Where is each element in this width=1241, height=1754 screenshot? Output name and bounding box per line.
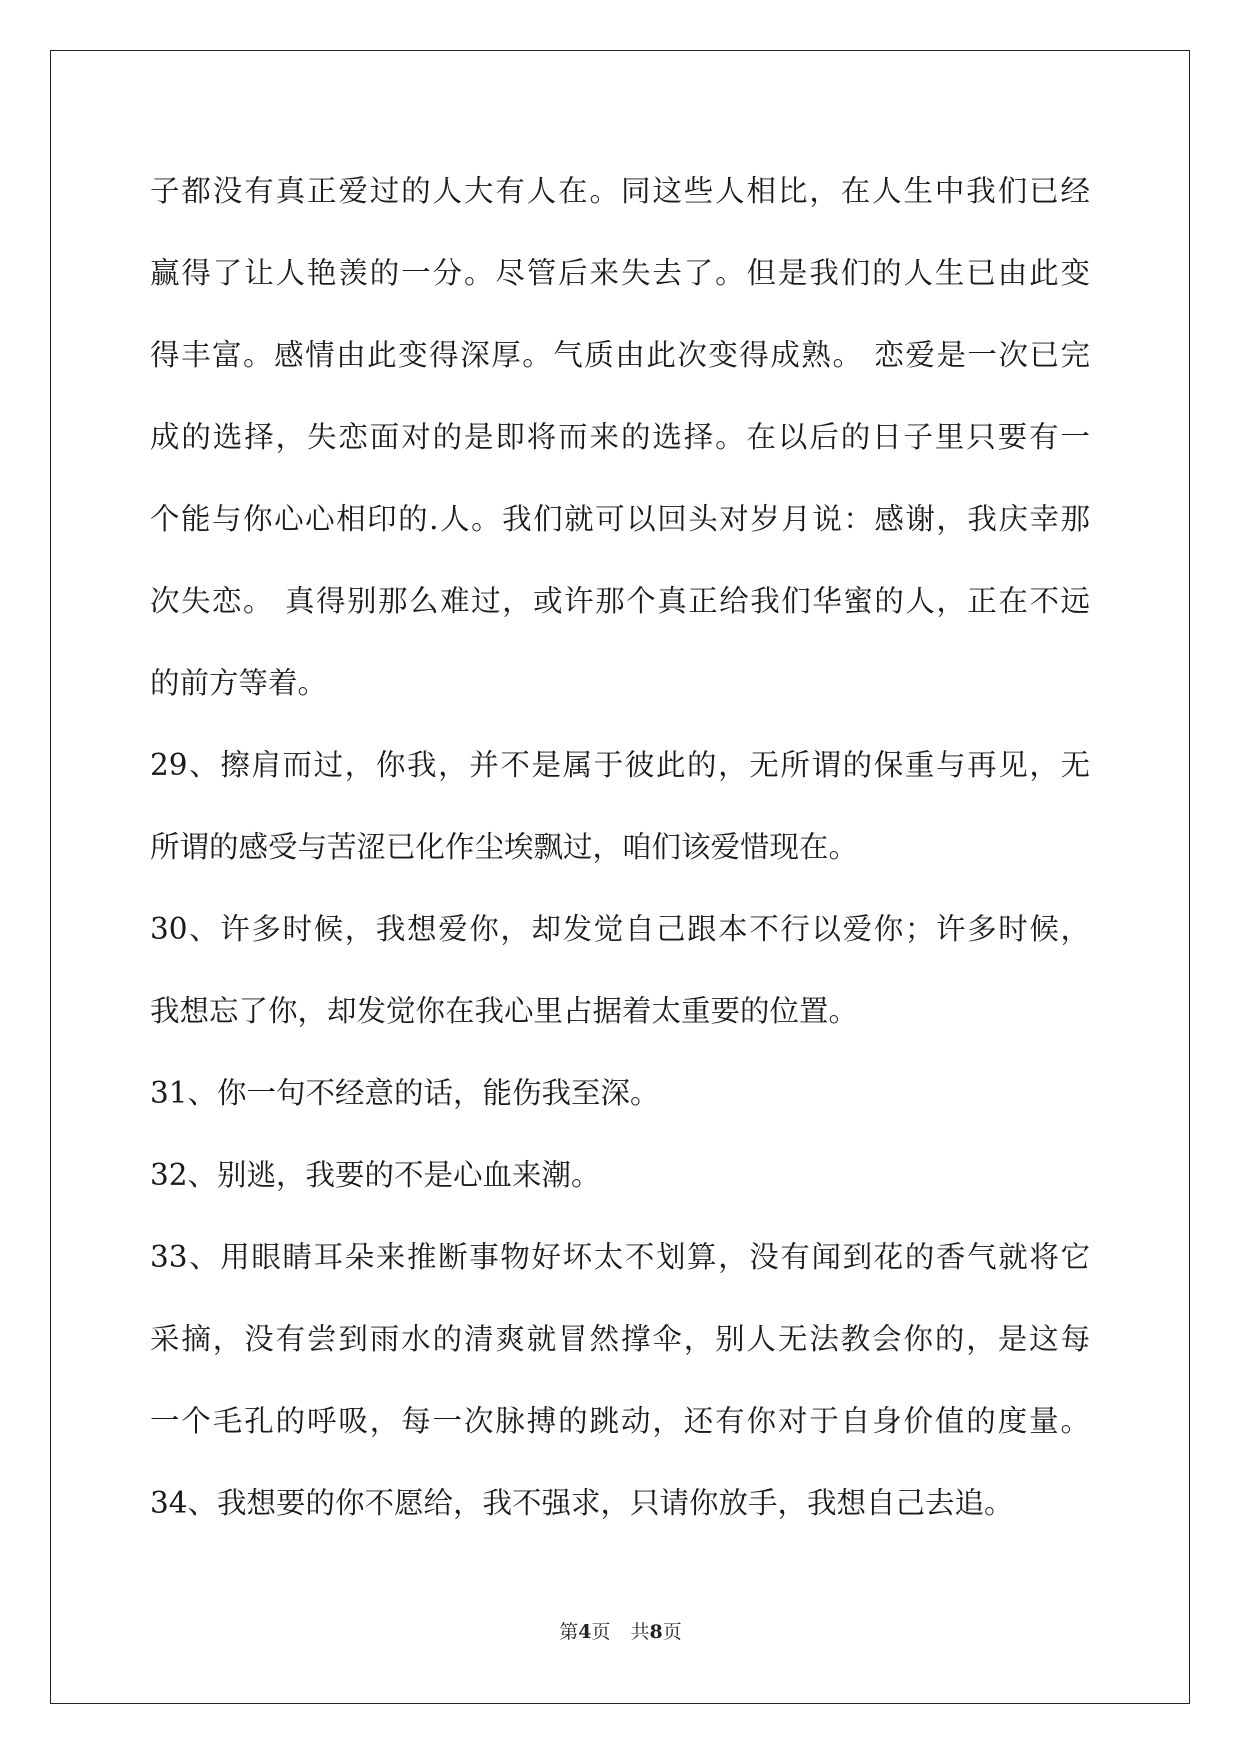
text-line: 所谓的感受与苦涩已化作尘埃飘过，咱们该爱惜现在。 bbox=[150, 830, 859, 864]
page-number-label bbox=[559, 1621, 610, 1643]
text-line: 次失恋。 真得别那么难过，或许那个真正给我们华蜜的人，正在不远 bbox=[150, 584, 1090, 618]
total-suffix: 页 bbox=[662, 1621, 682, 1643]
text-line: 34、我想要的你不愿给，我不强求，只请你放手，我想自己去追。 bbox=[150, 1486, 1014, 1520]
page-prefix: 第 bbox=[559, 1621, 579, 1643]
text-line: 我想忘了你，却发觉你在我心里占据着太重要的位置。 bbox=[150, 994, 859, 1028]
text-line: 个能与你心心相印的.人。我们就可以回头对岁月说：感谢，我庆幸那 bbox=[150, 502, 1090, 536]
page-footer bbox=[0, 1620, 1241, 1644]
text-line: 32、别逃，我要的不是心血来潮。 bbox=[150, 1158, 601, 1192]
text-line: 成的选择，失恋面对的是即将而来的选择。在以后的日子里只要有一 bbox=[150, 420, 1090, 454]
text-line: 29、擦肩而过，你我，并不是属于彼此的，无所谓的保重与再见，无 bbox=[150, 748, 1090, 782]
text-line: 的前方等着。 bbox=[150, 666, 328, 700]
text-line: 31、你一句不经意的话，能伤我至深。 bbox=[150, 1076, 660, 1110]
page-suffix: 页 bbox=[591, 1621, 611, 1643]
total-prefix: 共 bbox=[630, 1621, 650, 1643]
total-page-number: 8 bbox=[649, 1621, 663, 1643]
text-line: 得丰富。感情由此变得深厚。气质由此次变得成熟。 恋爱是一次已完 bbox=[150, 338, 1090, 372]
text-line: 一个毛孔的呼吸，每一次脉搏的跳动，还有你对于自身价值的度量。 bbox=[150, 1404, 1090, 1438]
text-line: 采摘，没有尝到雨水的清爽就冒然撑伞，别人无法教会你的，是这每 bbox=[150, 1322, 1090, 1356]
text-line: 33、用眼睛耳朵来推断事物好坏太不划算，没有闻到花的香气就将它 bbox=[150, 1240, 1090, 1274]
page-total-label bbox=[631, 1621, 682, 1643]
document-body bbox=[150, 160, 1090, 1554]
text-line: 赢得了让人艳羡的一分。尽管后来失去了。但是我们的人生已由此变 bbox=[150, 256, 1090, 290]
text-line: 30、许多时候，我想爱你，却发觉自己跟本不行以爱你；许多时候， bbox=[150, 912, 1090, 946]
text-line: 子都没有真正爱过的人大有人在。同这些人相比，在人生中我们已经 bbox=[150, 174, 1090, 208]
current-page-number: 4 bbox=[578, 1621, 592, 1643]
